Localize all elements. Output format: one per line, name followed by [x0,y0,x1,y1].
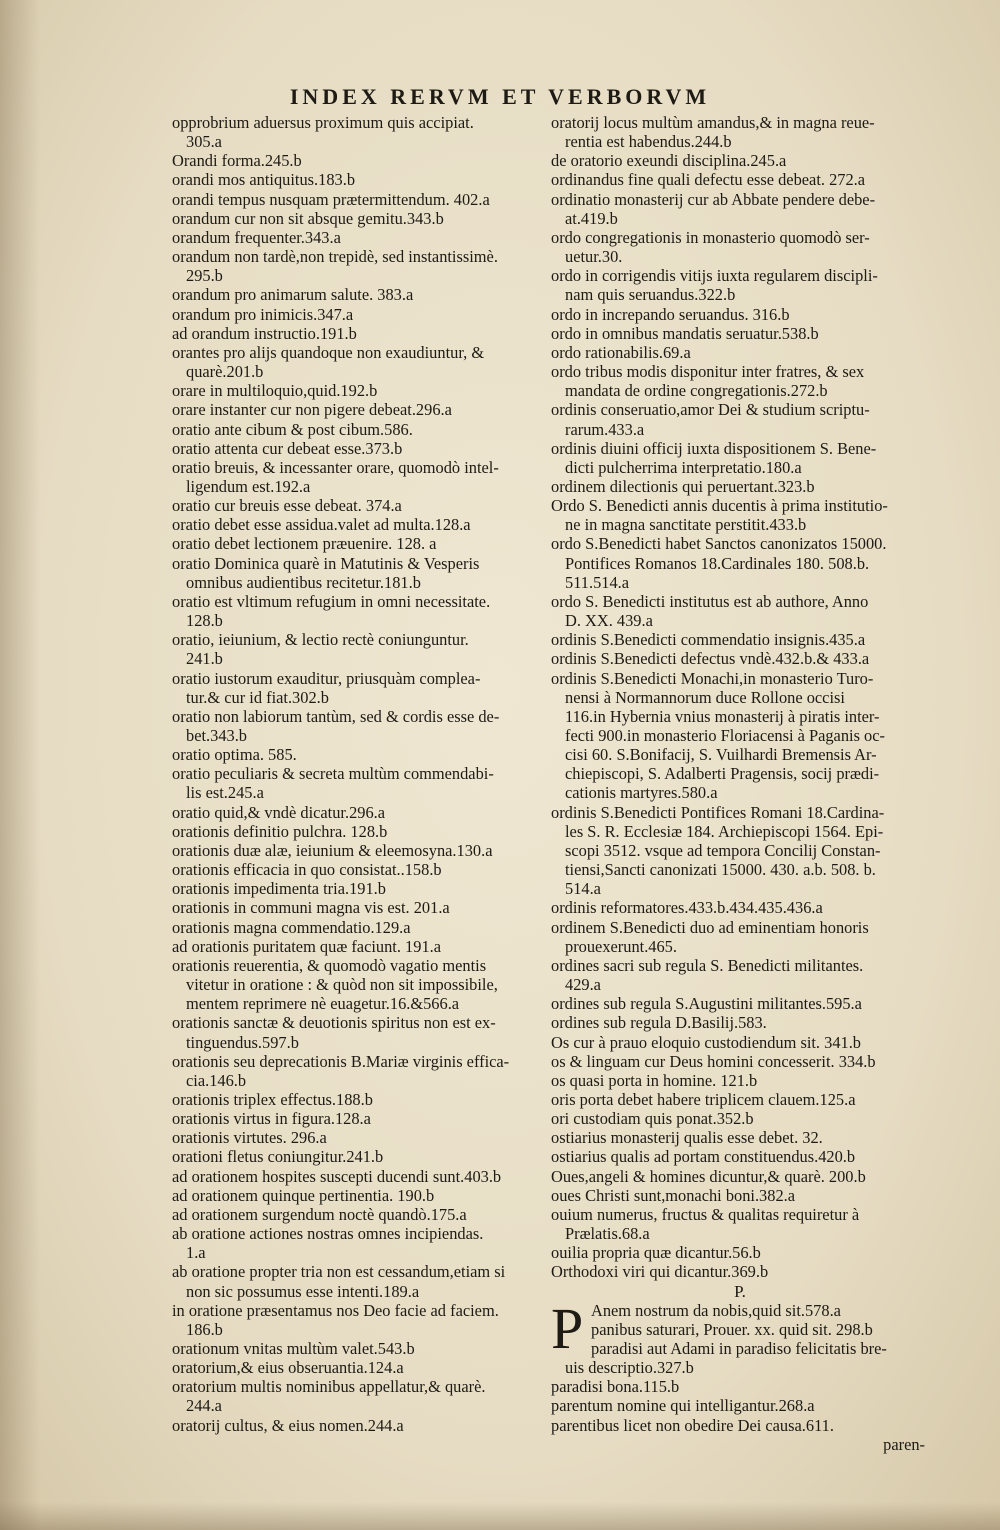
index-entry-line: ligendum est.192.a [186,476,311,496]
index-entry-line: mandata de ordine congregationis.272.b [565,381,828,401]
index-entry-line: oratorium multis nominibus appellatur,& quarè. [172,1377,486,1397]
index-entry-line: prouexerunt.465. [565,936,677,956]
index-entry-line: oratio est vltimum refugium in omni necessitate. [172,591,491,611]
index-entry-line: tiensi,Sancti canonizati 15000. 430. a.b. 508. b. [565,860,876,880]
index-entry-line: ne in magna sanctitate perstitit.433.b [565,515,807,535]
dropcap-lines [551,1295,929,1378]
index-entry-line: oratio breuis, & incessanter orare, quomodò intel- [172,457,499,477]
index-entry-line: fecti 900.in monasterio Floriacensi à Paganis oc- [565,726,885,745]
index-entry-line: ostiarius monasterij qualis esse debet. 32. [551,1128,823,1148]
index-entry-line: Orthodoxi viri qui dicantur.369.b [551,1262,769,1282]
index-entry-line: Os cur à prauo eloquio custodiendum sit. 341.b [551,1032,862,1052]
section-letter: P. [734,1281,746,1301]
index-entry-line: vitetur in oratione : & quòd non sit impossibile, [186,975,498,995]
index-entry-line: 429.a [565,975,601,995]
index-entry-line: oratio non labiorum tantùm, sed & cordis esse de- [172,706,500,726]
index-entry-line: oratorij cultus, & eius nomen.244.a [172,1415,404,1435]
index-entry-line: Prælatis.68.a [565,1224,650,1244]
index-entry-line: tinguendus.597.b [186,1032,299,1052]
dropcap-block [551,1295,929,1378]
index-entry-line: ordo in omnibus mandatis seruatur.538.b [551,323,819,343]
index-entry-line: uis descriptio.327.b [565,1358,694,1378]
index-entry-line: 511.514.a [565,572,630,592]
index-entry-line: 241.b [186,649,223,669]
index-entry-line: ouium numerus, fructus & qualitas requiretur à [551,1204,860,1224]
index-entry-line: orationis definitio pulchra. 128.b [172,821,388,841]
index-entry-line: panibus saturari, Prouer. xx. quid sit. 298.b [591,1319,873,1339]
index-entry-line: ordinatio monasterij cur ab Abbate pendere debe- [551,189,876,209]
index-column-right [551,113,929,1454]
index-entry-line: ab oratione propter tria non est cessandum,etiam si [172,1262,506,1282]
index-entry-line: orationis in communi magna vis est. 201.a [172,898,450,918]
index-entry-line: 514.a [565,879,601,899]
index-entry-line: in oratione præsentamus nos Deo facie ad faciem. [172,1300,499,1320]
index-entry-line: orandum frequenter.343.a [172,227,341,247]
index-entry-line: nam quis seruandus.322.b [565,285,736,305]
index-entry-line: D. XX. 439.a [565,611,653,631]
index-entry-line: Ordo S. Benedicti annis ducentis à prima institutio- [551,496,888,516]
index-entry-line: orationi fletus coniungitur.241.b [172,1147,384,1167]
index-entry-line: os quasi porta in homine. 121.b [551,1070,758,1090]
index-entry-line: ori custodiam quis ponat.352.b [551,1109,754,1129]
index-entry-line: paradisi bona.115.b [551,1377,680,1397]
index-entry-line: 295.b [186,266,223,286]
index-entry-line: Oues,angeli & homines dicuntur,& quarè. 200.b [551,1166,866,1186]
index-entry-line: oratio cur breuis esse debeat. 374.a [172,496,402,516]
index-entry-line: oratorium,& eius obseruantia.124.a [172,1358,404,1378]
index-entry-line: mentem reprimere nè euagetur.16.&566.a [186,994,460,1014]
dropcap-letter: P [551,1295,584,1361]
index-entry-line: parentum nomine qui intelligantur.268.a [551,1396,815,1416]
index-entry-line: ordo S. Benedicti institutus est ab authore, Anno [551,591,869,611]
index-entry-line: quarè.201.b [186,362,264,382]
index-entry-line: ostiarius qualis ad portam constituendus.420.b [551,1147,856,1167]
right-column-entries [551,113,929,1282]
index-entry-line: ordinis diuini officij iuxta dispositionem S. Bene- [551,438,877,458]
index-entry-line: ad orationis puritatem quæ faciunt. 191.a [172,936,442,956]
index-entry-line: oratio Dominica quarè in Matutinis & Vesperis [172,553,480,573]
index-entry-line: oratorij locus multùm amandus,& in magna reue- [551,113,875,132]
index-entry-line: ad orationem hospites suscepti ducendi sunt.403.b [172,1166,502,1186]
index-entry-line: orationis virtutes. 296.a [172,1128,327,1148]
index-entry-line: omnibus audientibus recitetur.181.b [186,572,421,592]
index-entry-line: ordinis S.Benedicti defectus vndè.432.b.& 433.a [551,649,870,669]
index-entry-line: ordinandus fine quali defectu esse debeat. 272.a [551,170,866,190]
index-entry-line: 116.in Hybernia vnius monasterij à piratis inter- [565,706,880,726]
index-entry-line: orationis efficacia in quo consistat..158.b [172,860,442,880]
index-entry-line: os & linguam cur Deus homini concesserit. 334.b [551,1051,876,1071]
index-entry-line: oratio iustorum exauditur, priusquàm complea- [172,668,481,688]
index-entry-line: bet.343.b [186,726,248,745]
index-entry-line: oratio debet lectionem præuenire. 128. a [172,534,437,554]
index-entry-line: ordo S.Benedicti habet Sanctos canonizatos 15000. [551,534,887,554]
index-entry-line: dicti pulcherrima interpretatio.180.a [565,457,802,477]
index-entry-line: orandi mos antiquitus.183.b [172,170,356,190]
catchword: paren- [883,1434,925,1454]
index-entry-line: cia.146.b [186,1070,247,1090]
index-entry-line: orandi tempus nusquam prætermittendum. 402.a [172,189,490,209]
index-entry-line: ordo tribus modis disponitur inter fratres, & sex [551,362,865,382]
index-entry-line: ordo in increpando seruandus. 316.b [551,304,790,324]
index-entry-line: de oratorio exeundi disciplina.245.a [551,151,787,171]
index-entry-line: at.419.b [565,208,618,228]
index-entry-line: orationis sanctæ & deuotionis spiritus non est ex- [172,1013,496,1033]
after-dropcap-entries [551,1377,929,1434]
index-entry-line: ad orationem quinque pertinentia. 190.b [172,1185,435,1205]
index-entry-line: chiepiscopi, S. Adalberti Pragensis, socij prædi- [565,764,880,784]
index-entry-line: ad orandum instructio.191.b [172,323,357,343]
index-entry-line: orationis reuerentia, & quomodò vagatio mentis [172,955,487,975]
index-entry-line: oratio peculiaris & secreta multùm commendabi- [172,764,494,784]
index-entry-line: lis est.245.a [186,783,264,803]
index-entry-line: ordo in corrigendis vitijs iuxta regularem discipli- [551,266,878,286]
index-entry-line: ordinis S.Benedicti Pontifices Romani 18.Cardina- [551,802,885,822]
index-entry-line: orationis virtus in figura.128.a [172,1109,371,1129]
index-entry-line: rentia est habendus.244.b [565,132,732,152]
index-entry-line: orationis seu deprecationis B.Mariæ virginis effica- [172,1051,510,1071]
index-entry-line: ordinis S.Benedicti Monachi,in monasterio Turo- [551,668,874,688]
index-entry-line: ad orationem surgendum noctè quandò.175.a [172,1204,467,1224]
index-entry-line: 186.b [186,1319,223,1339]
index-entry-line: orantes pro alijs quandoque non exaudiuntur, & [172,342,485,362]
index-entry-line: orandum pro animarum salute. 383.a [172,285,414,305]
index-column-left [172,113,564,1435]
index-entry-line: ordinis S.Benedicti commendatio insignis.435.a [551,630,866,650]
index-entry-line: 244.a [186,1396,222,1416]
index-entry-line: ouilia propria quæ dicantur.56.b [551,1243,761,1263]
index-entry-line: ordinem S.Benedicti duo ad eminentiam honoris [551,917,869,937]
index-entry-line: oratio, ieiunium, & lectio rectè coniunguntur. [172,630,469,650]
index-entry-line: Pontifices Romanos 18.Cardinales 180. 508.b. [565,553,870,573]
index-entry-line: 1.a [186,1243,206,1263]
index-entry-line: ordinem dilectionis qui peruertant.323.b [551,476,815,496]
index-entry-line: ordinis conseruatio,amor Dei & studium scriptu- [551,400,870,420]
gutter-shadow [0,0,40,1530]
index-entry-line: Orandi forma.245.b [172,151,302,171]
index-entry-line: orandum cur non sit absque gemitu.343.b [172,208,444,228]
index-entry-line: tur.& cur id fiat.302.b [186,687,329,707]
index-entry-line: oratio debet esse assidua.valet ad multa.128.a [172,515,471,535]
index-entry-line: non sic possumus esse intenti.189.a [186,1281,420,1301]
index-entry-line: ordines sacri sub regula S. Benedicti militantes. [551,955,864,975]
index-entry-line: scopi 3512. vsque ad tempora Concilij Constan- [565,840,881,860]
index-entry-line: nensi à Normannorum duce Rollone occisi [565,687,845,707]
index-entry-line: paradisi aut Adami in paradiso felicitatis bre- [591,1339,887,1358]
index-entry-line: opprobrium aduersus proximum quis accipiat. [172,113,474,132]
index-entry-line: oratio optima. 585. [172,745,297,765]
index-entry-line: oris porta debet habere triplicem clauem.125.a [551,1089,856,1109]
index-entry-line: orare instanter cur non pigere debeat.296.a [172,400,452,420]
index-entry-line: orationis magna commendatio.129.a [172,917,411,937]
index-entry-line: orationis triplex effectus.188.b [172,1089,373,1109]
index-entry-line: uetur.30. [565,247,623,267]
index-entry-line: ordo rationabilis.69.a [551,342,691,362]
index-entry-line: cisi 60. S.Bonifacij, S. Vuilhardi Bremensis Ar- [565,745,877,765]
index-entry-line: parentibus licet non obedire Dei causa.611. [551,1415,834,1435]
index-entry-line: orandum non tardè,non trepidè, sed instantissimè. [172,247,498,267]
page-bottom-edge [0,1502,1000,1530]
index-entry-line: ordo congregationis in monasterio quomodò ser- [551,227,870,247]
index-entry-line: orationum vnitas multùm valet.543.b [172,1339,415,1358]
index-entry-line: ordines sub regula S.Augustini militantes.595.a [551,994,862,1014]
index-entry-line: 128.b [186,611,223,631]
index-entry-line: oratio quid,& vndè dicatur.296.a [172,802,386,822]
index-entry-line: 305.a [186,132,222,152]
index-entry-line: Anem nostrum da nobis,quid sit.578.a [591,1300,841,1320]
index-entry-line: orationis impedimenta tria.191.b [172,879,386,899]
index-entry-line: cationis martyres.580.a [565,783,718,803]
index-entry-line: ordinis reformatores.433.b.434.435.436.a [551,898,823,918]
index-entry-line: rarum.433.a [565,419,645,439]
index-entry-line: orandum pro inimicis.347.a [172,304,354,324]
running-head: INDEX RERVM ET VERBORVM [289,84,711,109]
index-entry-line: ab oratione actiones nostras omnes incipiendas. [172,1224,484,1244]
index-entry-line: ordines sub regula D.Basilij.583. [551,1013,767,1033]
index-entry-line: oratio ante cibum & post cibum.586. [172,419,413,439]
index-entry-line: les S. R. Ecclesiæ 184. Archiepiscopi 1564. Epi- [565,821,884,841]
index-entry-line: oues Christi sunt,monachi boni.382.a [551,1185,796,1205]
index-entry-line: oratio attenta cur debeat esse.373.b [172,438,403,458]
index-entry-line: orationis duæ alæ, ieiunium & eleemosyna.130.a [172,840,493,860]
index-entry-line: orare in multiloquio,quid.192.b [172,381,378,401]
